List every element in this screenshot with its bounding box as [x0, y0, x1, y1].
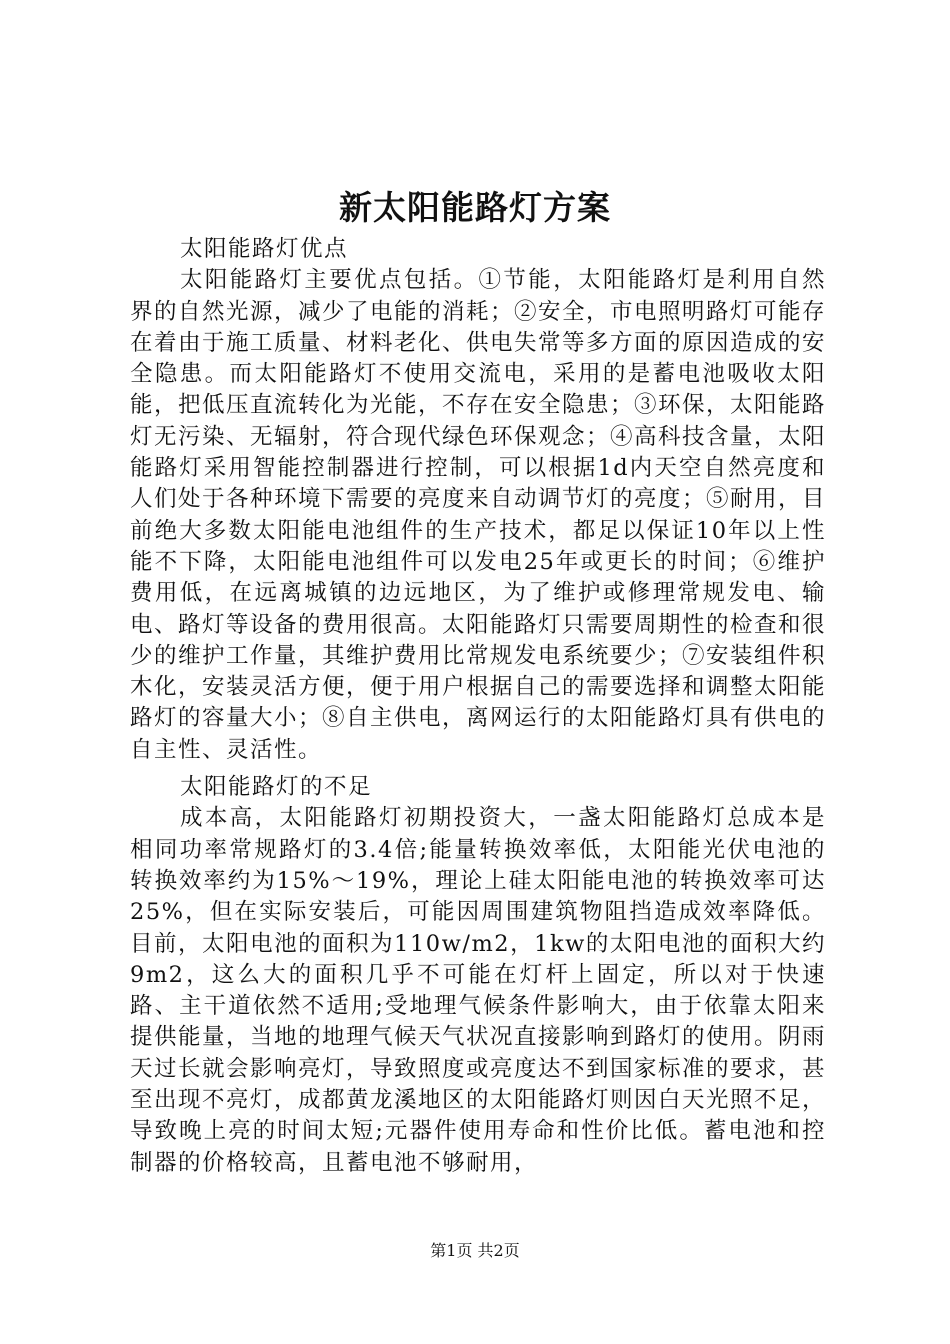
- section-heading-advantages: 太阳能路灯优点: [180, 236, 349, 262]
- page-footer: 第1页 共2页: [430, 1241, 520, 1260]
- document-title: 新太阳能路灯方案: [339, 188, 611, 227]
- document-body: [130, 234, 826, 1179]
- section-paragraph-disadvantages: 成本高，太阳能路灯初期投资大，一盏太阳能路灯总成本是相同功率常规路灯的3.4倍;能量转换效率低，太阳能光伏电池的转换效率约为15%～19%，理论上硅太阳能电池的转换效率可达25%，但在实际安装后，可能因周围建筑物阻挡造成效率降低。目前，太阳电池的面积为110w/m2，1kw的太阳电池的面积大约9m2，这么大的面积几乎不可能在灯杆上固定，所以对于快速路、主干道依然不适用;受地理气候条件影响大，由于依靠太阳来提供能量，当地的地理气候天气状况直接影响到路灯的使用。阴雨天过长就会影响亮灯，导致照度或亮度达不到国家标准的要求，甚至出现不亮灯，成都黄龙溪地区的太阳能路灯则因白天光照不足，导致晚上亮的时间太短;元器件使用寿命和性价比低。蓄电池和控制器的价格较高，且蓄电池不够耐用，: [130, 805, 827, 1176]
- section-heading-disadvantages: 太阳能路灯的不足: [180, 774, 373, 801]
- section-paragraph-advantages: 太阳能路灯主要优点包括。①节能，太阳能路灯是利用自然界的自然光源，减少了电能的消耗；②安全，市电照明路灯可能存在着由于施工质量、材料老化、供电失常等多方面的原因造成的安全隐患。而太阳能路灯不使用交流电，采用的是蓄电池吸收太阳能，把低压直流转化为光能，不存在安全隐患；③环保，太阳能路灯无污染、无辐射，符合现代绿色环保观念；④高科技含量，太阳能路灯采用智能控制器进行控制，可以根据1d内天空自然亮度和人们处于各种环境下需要的亮度来自动调节灯的亮度；⑤耐用，目前绝大多数太阳能电池组件的生产技术，都足以保证10年以上性能不下降，太阳能电池组件可以发电25年或更长的时间；⑥维护费用低，在远离城镇的边远地区，为了维护或修理常规发电、输电、路灯等设备的费用很高。太阳能路灯只需要周期性的检查和很少的维护工作量，其维护费用比常规发电系统要少；⑦安装组件积木化，安装灵活方便，便于用户根据自己的需要选择和调整太阳能路灯的容量大小；⑧自主供电，离网运行的太阳能路灯具有供电的自主性、灵活性。: [130, 267, 827, 763]
